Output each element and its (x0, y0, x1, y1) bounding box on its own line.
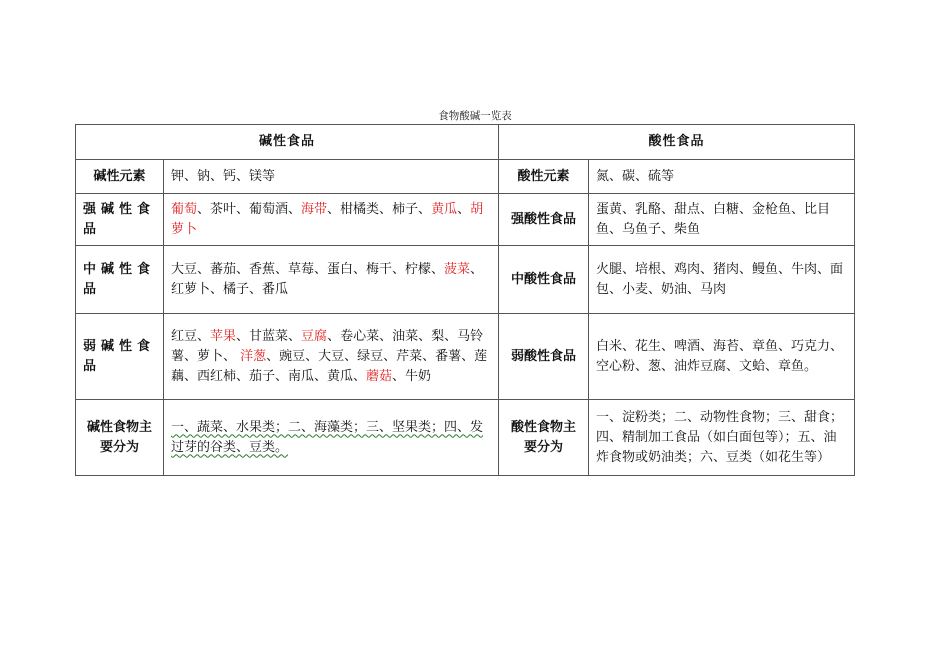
weak-alkaline-label: 弱碱性食品 (76, 314, 164, 400)
weak-alkaline-cell (164, 314, 499, 400)
strong-alkaline-cell (164, 194, 499, 246)
acidic-elements-label: 酸性元素 (499, 160, 589, 194)
weak-alkaline-foods (171, 329, 487, 384)
medium-alkaline-label: 中碱性食品 (76, 246, 164, 314)
highlighted-food: 胡萝卜 (171, 201, 484, 237)
acidic-foods-header: 酸性食品 (499, 125, 855, 160)
highlighted-food: 黄瓜 (431, 201, 458, 217)
table-row (76, 160, 855, 194)
alkaline-categories-label: 碱性食物主要分为 (76, 400, 164, 476)
food-text: 、卷心菜、油菜、梨、马铃薯、萝卜、 (171, 328, 484, 364)
table-row (76, 314, 855, 400)
food-text: 、茶叶、葡萄酒、 (197, 201, 302, 217)
acidic-categories-label: 酸性食物主要分为 (499, 400, 589, 476)
food-text: 、红萝卜、橘子、番瓜 (171, 261, 484, 297)
weak-acidic-foods: 白米、花生、啤酒、海苔、章鱼、巧克力、空心粉、葱、油炸豆腐、文蛤、章鱼。 (589, 314, 855, 400)
food-text: 、牛奶 (392, 368, 432, 384)
highlighted-food: 洋葱 (240, 348, 267, 364)
weak-acidic-label: 弱酸性食品 (499, 314, 589, 400)
strong-acidic-foods: 蛋黄、乳酪、甜点、白糖、金枪鱼、比目鱼、乌鱼子、柴鱼 (589, 194, 855, 246)
food-text: 红豆、 (171, 328, 211, 344)
medium-alkaline-foods (171, 262, 483, 297)
table-row (76, 194, 855, 246)
highlighted-food: 葡萄 (171, 201, 198, 217)
food-text: 、甘蓝菜、 (236, 328, 302, 344)
highlighted-food: 蘑菇 (366, 368, 393, 384)
food-text: 、 (457, 201, 471, 217)
alkaline-foods-header: 碱性食品 (76, 125, 499, 160)
highlighted-food: 豆腐 (301, 328, 328, 344)
alkaline-elements-cell (164, 160, 499, 194)
alkaline-elements-label: 碱性元素 (76, 160, 164, 194)
table-row (76, 246, 855, 314)
alkaline-categories-text (171, 420, 483, 455)
medium-acidic-label: 中酸性食品 (499, 246, 589, 314)
strong-alkaline-foods (171, 202, 483, 237)
food-text: 钾、钠、钙、镁等 (171, 168, 276, 184)
highlighted-food: 海带 (301, 201, 328, 217)
highlighted-food: 菠菜 (444, 261, 471, 277)
food-text: 大豆、蕃茄、香蕉、草莓、蛋白、梅干、柠檬、 (171, 261, 445, 277)
medium-alkaline-cell (164, 246, 499, 314)
highlighted-food: 苹果 (210, 328, 237, 344)
table-row (76, 400, 855, 476)
alkaline-elements-text (171, 169, 275, 184)
acidic-elements-text: 氮、碳、硫等 (589, 160, 855, 194)
acidic-categories-text: 一、淀粉类；二、动物性食物；三、甜食；四、精制加工食品（如白面包等）；五、油炸食物或奶油类；六、豆类（如花生等） (589, 400, 855, 476)
table-caption: 食物酸碱一览表 (438, 110, 512, 122)
food-text: 、豌豆、大豆、绿豆、芹菜、番薯、莲藕、西红柿、茄子、南瓜、黄瓜、 (171, 348, 488, 384)
strong-acidic-label: 强酸性食品 (499, 194, 589, 246)
food-text: 一、蔬菜、水果类；二、海藻类；三、坚果类；四、发过芽的谷类、豆类。 (171, 419, 484, 455)
medium-acidic-foods: 火腿、培根、鸡肉、猪肉、鳗鱼、牛肉、面包、小麦、奶油、马肉 (589, 246, 855, 314)
food-text: 、柑橘类、柿子、 (327, 201, 432, 217)
acid-alkaline-food-table (75, 124, 855, 476)
strong-alkaline-label: 强碱性食品 (76, 194, 164, 246)
alkaline-categories-cell (164, 400, 499, 476)
